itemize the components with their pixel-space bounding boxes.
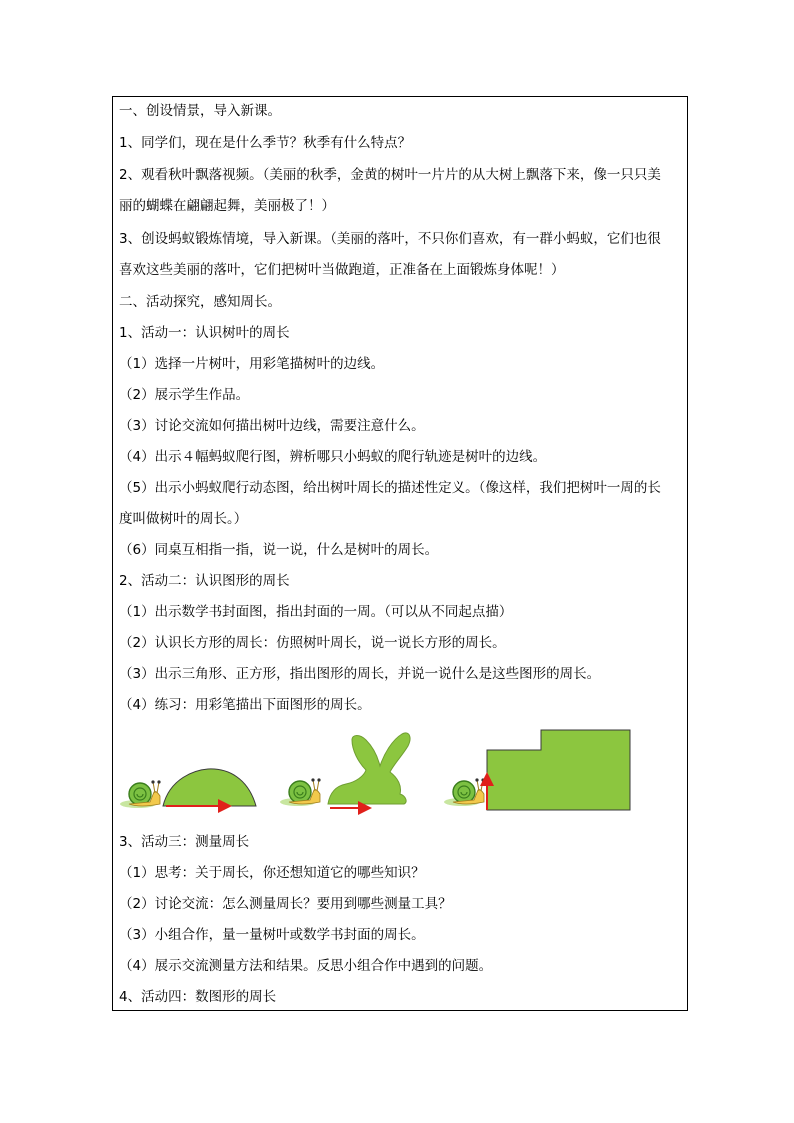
text-line: （2）展示学生作品。 <box>119 387 250 403</box>
snail-icon <box>280 778 321 806</box>
text-line: （1）出示数学书封面图，指出封面的一周。（可以从不同起点描） <box>119 604 513 620</box>
activity-heading: 3、活动三：测量周长 <box>119 834 250 850</box>
l-polygon-shape <box>487 730 630 810</box>
text-line: （1）选择一片树叶，用彩笔描树叶的边线。 <box>119 356 385 372</box>
rabbit-shape <box>328 733 410 804</box>
text-line: 丽的蝴蝶在翩翩起舞，美丽极了！） <box>119 198 335 214</box>
text-line: 3、创设蚂蚁锻炼情境，导入新课。（美丽的落叶，不只你们喜欢，有一群小蚂蚁，它们也很 <box>119 231 661 247</box>
snail-icon <box>444 778 485 806</box>
text-line: （3）出示三角形、正方形，指出图形的周长，并说一说什么是这些图形的周长。 <box>119 666 601 682</box>
text-line: （6）同桌互相指一指，说一说，什么是树叶的周长。 <box>119 542 439 558</box>
text-line: （5）出示小蚂蚁爬行动态图，给出树叶周长的描述性定义。（像这样，我们把树叶一周的长 <box>119 480 661 496</box>
text-line: 2、观看秋叶飘落视频。（美丽的秋季，金黄的树叶一片片的从大树上飘落下来，像一只只美 <box>119 167 661 183</box>
text-line: （4）练习：用彩笔描出下面图形的周长。 <box>119 697 371 713</box>
text-line: 1、同学们，现在是什么季节？秋季有什么特点？ <box>119 135 412 151</box>
text-line: （3）讨论交流如何描出树叶边线，需要注意什么。 <box>119 418 425 434</box>
snail-icon <box>120 780 161 808</box>
activity-heading: 1、活动一：认识树叶的周长 <box>119 325 290 341</box>
section-heading-2: 二、活动探究，感知周长。 <box>119 294 281 310</box>
text-line: （4）出示４幅蚂蚁爬行图，辨析哪只小蚂蚁的爬行轨迹是树叶的边线。 <box>119 449 547 465</box>
text-line: （1）思考：关于周长，你还想知道它的哪些知识？ <box>119 865 425 881</box>
semicircle-shape <box>163 769 256 806</box>
text-line: （4）展示交流测量方法和结果。反思小组合作中遇到的问题。 <box>119 958 493 974</box>
activity-heading: 4、活动四：数图形的周长 <box>119 989 277 1005</box>
text-line: （3）小组合作，量一量树叶或数学书封面的周长。 <box>119 927 425 943</box>
text-line: 度叫做树叶的周长。） <box>119 511 248 527</box>
activity-heading: 2、活动二：认识图形的周长 <box>119 573 290 589</box>
text-line: （2）讨论交流：怎么测量周长？要用到哪些测量工具？ <box>119 896 452 912</box>
perimeter-exercise-figure <box>120 726 640 818</box>
text-line: （2）认识长方形的周长：仿照树叶周长，说一说长方形的周长。 <box>119 635 506 651</box>
section-heading-1: 一、创设情景，导入新课。 <box>119 103 281 119</box>
text-line: 喜欢这些美丽的落叶，它们把树叶当做跑道，正准备在上面锻炼身体呢！） <box>119 262 565 278</box>
